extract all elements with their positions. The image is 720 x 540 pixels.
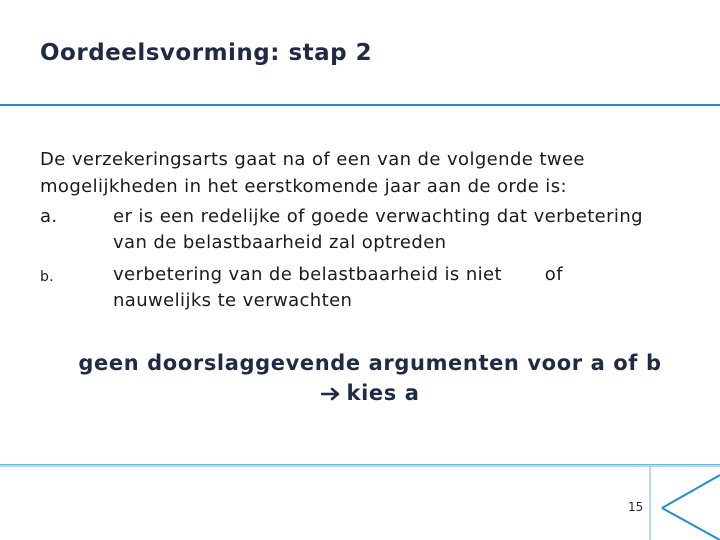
intro-text: De verzekeringsarts gaat na of een van de volgende twee mogelijkheden in het eerstkomende jaar aan de orde is: [40, 149, 585, 197]
list-marker-b: b. [40, 269, 55, 285]
slide-title: Oordeelsvorming: stap 2 [40, 40, 373, 66]
list-item-text-b: verbetering van de belastbaarheid is niet of nauwelijks te verwachten [113, 264, 570, 311]
conclusion-line-2-text: kies a [346, 381, 420, 405]
conclusion-line-1: geen doorslaggevende argumenten voor a of b [78, 351, 662, 375]
list-item-text-a: er is een redelijke of goede verwachting dat verbetering van de belastbaarheid zal optreden [113, 206, 643, 253]
list-marker-a: a. [40, 206, 58, 227]
page-number: 15 [628, 500, 644, 514]
